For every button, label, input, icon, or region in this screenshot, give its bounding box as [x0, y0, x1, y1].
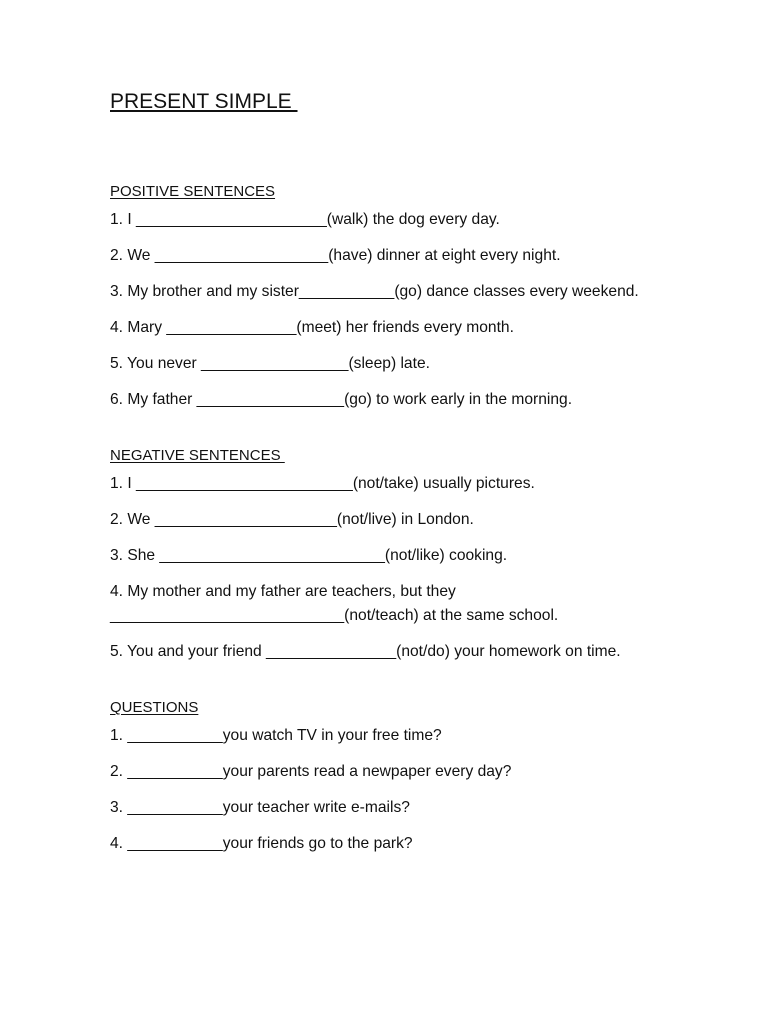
exercise-item: 1. ___________you watch TV in your free time? [110, 727, 442, 744]
page-title: PRESENT SIMPLE [110, 90, 298, 113]
section-positive-sentences [110, 182, 708, 412]
exercise-item: 1. I _________________________(not/take) usually pictures. [110, 475, 535, 492]
exercise-item: 4. Mary _______________(meet) her friends every month. [110, 319, 514, 336]
exercise-item: 3. My brother and my sister___________(go) dance classes every weekend. [110, 283, 639, 300]
exercise-item: 2. ___________your parents read a newpaper every day? [110, 763, 512, 780]
exercise-item: 3. ___________your teacher write e-mails? [110, 799, 410, 816]
section-questions [110, 698, 708, 856]
section-heading: NEGATIVE SENTENCES [110, 447, 285, 464]
exercise-item: 6. My father _________________(go) to work early in the morning. [110, 391, 573, 408]
section-heading: QUESTIONS [110, 699, 199, 716]
exercise-item: 1. I ______________________(walk) the dog every day. [110, 211, 500, 228]
section-heading: POSITIVE SENTENCES [110, 183, 276, 200]
exercise-item: 4. ___________your friends go to the park? [110, 835, 413, 852]
exercise-item: 5. You and your friend _______________(not/do) your homework on time. [110, 643, 621, 660]
exercise-item: 3. She __________________________(not/like) cooking. [110, 547, 508, 564]
exercise-item: 5. You never _________________(sleep) late. [110, 355, 430, 372]
exercise-item: 2. We _____________________(not/live) in London. [110, 511, 474, 528]
exercise-item: 2. We ____________________(have) dinner at eight every night. [110, 247, 561, 264]
exercise-item: 4. My mother and my father are teachers, but they ___________________________(not/teach) at the same school. [110, 583, 559, 624]
section-negative-sentences [110, 446, 708, 664]
